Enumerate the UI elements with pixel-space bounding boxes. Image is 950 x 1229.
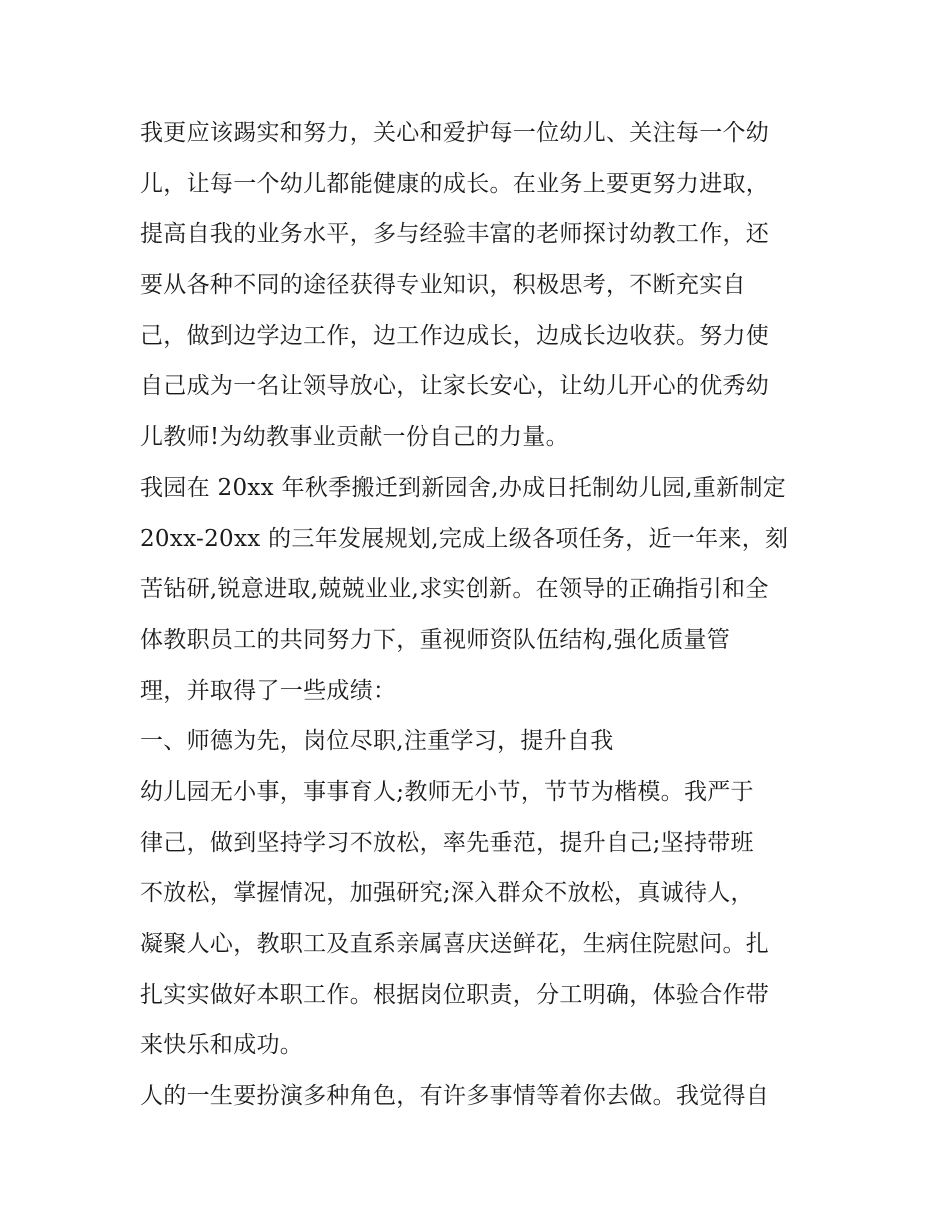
- text-line: 扎实实做好本职工作。根据岗位职责，分工明确，体验合作带: [140, 981, 770, 1008]
- text-line: 儿，让每一个幼儿都能健康的成长。在业务上要更努力进取，: [140, 170, 770, 197]
- text-line: 来快乐和成功。: [140, 1032, 304, 1059]
- text-line: 体教职员工的共同努力下，重视师资队伍结构,强化质量管: [140, 626, 731, 653]
- text-line: 儿教师!为幼教事业贡献一份自己的力量。: [140, 424, 569, 451]
- text-line: 凝聚人心，教职工及直系亲属喜庆送鲜花，生病住院慰问。扎: [140, 931, 770, 957]
- text-line: 律己，做到坚持学习不放松，率先垂范，提升自己;坚持带班: [140, 829, 754, 856]
- document-body: [140, 108, 820, 1122]
- text-line: 人的一生要扮演多种角色，有许多事情等着你去做。我觉得自: [140, 1083, 770, 1110]
- text-line: 苦钻研,锐意进取,兢兢业业,求实创新。在领导的正确指引和全: [140, 576, 769, 603]
- text-line: 要从各种不同的途径获得专业知识，积极思考，不断充实自: [140, 272, 746, 299]
- text-line: 20xx-20xx 的三年发展规划,完成上级各项任务，近一年来，刻: [140, 525, 789, 552]
- text-line: 自己成为一名让领导放心，让家长安心，让幼儿开心的优秀幼: [140, 373, 770, 400]
- section-heading: 一、师德为先，岗位尽职,注重学习，提升自我: [140, 728, 614, 755]
- text-line: 我更应该踢实和努力，关心和爱护每一位幼儿、关注每一个幼: [140, 120, 770, 146]
- text-line: 幼儿园无小事，事事育人;教师无小节，节节为楷模。我严于: [140, 778, 754, 805]
- text-line: 不放松，掌握情况，加强研究;深入群众不放松，真诚待人，: [140, 880, 754, 907]
- text-line: 提高自我的业务水平，多与经验丰富的老师探讨幼教工作，还: [140, 221, 770, 248]
- text-line: 我园在 20xx 年秋季搬迁到新园舍,办成日托制幼儿园,重新制定: [140, 474, 787, 501]
- text-line: 己，做到边学边工作，边工作边成长，边成长边收获。努力使: [140, 322, 770, 349]
- text-line: 理，并取得了一些成绩：: [140, 677, 397, 704]
